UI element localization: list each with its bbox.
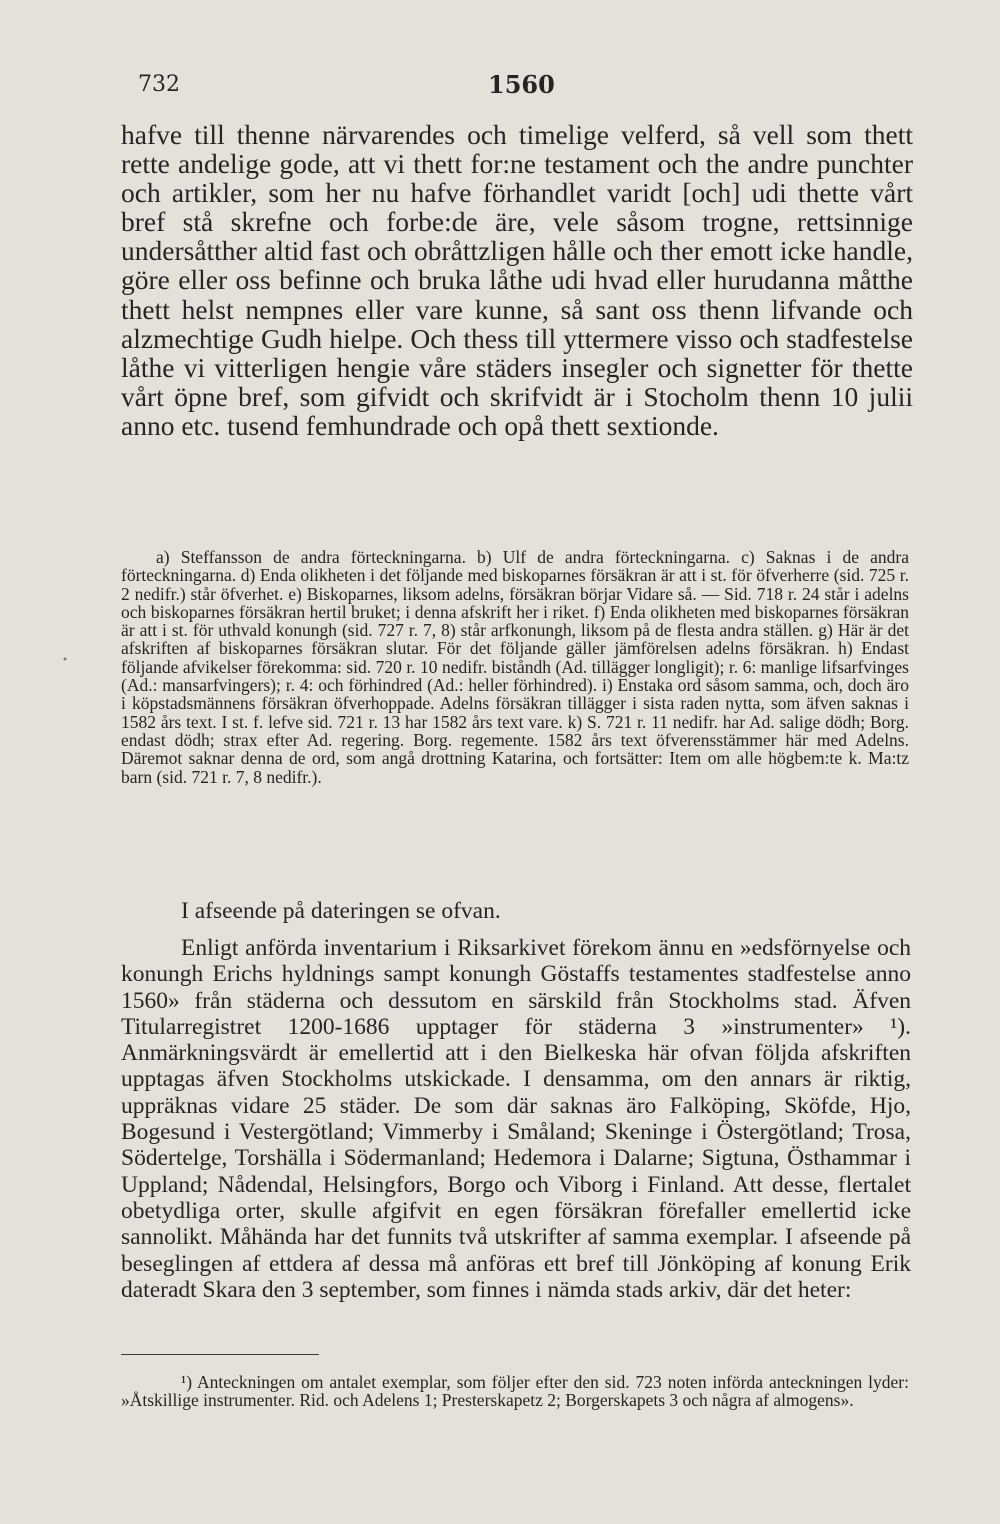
footnote: ¹) Anteckningen om antalet exemplar, som följer efter den sid. 723 noten införda anteckningen lyder: »Åtskillige instrumenter. Rid. och Adelens 1; Presterskapetz 2; Borgerskapets 3 och några af almogens». — [121, 1372, 909, 1411]
margin-dot: • — [62, 655, 68, 666]
page-number: 732 — [138, 72, 180, 97]
document-main-text: hafve till thenne närvarendes och timelige velferd, så vell som thett rette andelige gode, att vi thett for:ne testament och the andre punchter och artikler, som her nu hafve förhandlet varidt [och] udi thette vårt bref stå skrefne och forbe:de äre, vele såsom trogne, rettsinnige undersåtther altid fast och obråttzligen hålle och ther emott icke handle, göre eller oss befinne och bruka låthe udi hvad eller hurudanna måtthe thett helst nempnes eller vare kunne, så sant oss thenn lifvande och alzmechtige Gudh hielpe. Och thess till yttermere visso och stadfestelse låthe vi vitterligen hengie våre städers insegler och signetter för thette vårt öpne bref, som gifvidt och skrifvidt är i Stocholm thenn 10 julii anno etc. tusend femhundrade och opå thett sextionde. — [121, 119, 913, 441]
footnote-rule — [121, 1354, 319, 1355]
textual-notes: a) Steffansson de andra förteckningarna. b) Ulf de andra förteckningarna. c) Saknas i de andra förteckningarna. d) Enda olikheten i det följande med biskoparnes försäkran är att i st. för öfverherre (sid. 725 r. 2 nedifr.) står öfverhet. e) Biskoparnes, liksom adelns, försäkran börjar Vidare så. — Sid. 718 r. 24 står i adelns och biskoparnes försäkran hertil bruket; i denna afskrift her i riket. f) Enda olikheten med biskoparnes försäkran är att i st. för uthvald konungh (sid. 727 r. 7, 8) står arfkonungh, liksom på de flesta andra ställen. g) Här är det afskriften af biskoparnes försäkran slutar. För det följande gäller jämförelsen adelns försäkran. h) Endast följande afvikelser förekomma: sid. 720 r. 10 nedifr. biståndh (Ad. tillägger longligit); r. 6: manlige lifsarfvinges (Ad.: mansarfvingers); r. 4: och förhindred (Ad.: heller förhindred). i) Enstaka ord såsom samma, och, doch äro i köpstadsmännens försäkran öfverhoppade. Adelns försäkran tillägger i sista raden nytta, som äfven saknas i 1582 års text. I st. f. lefve sid. 721 r. 13 har 1582 års text vare. k) S. 721 r. 11 nedifr. har Ad. salige dödh; Borg. endast dödh; strax efter Ad. regering. Borg. regemente. 1582 års text öfverensstämmer här med Adelns. Däremot saknar denna de ord, som angå drottning Katarina, och fortsätter: Item om alle högbem:te k. Ma:tz barn (sid. 721 r. 7, 8 nedifr.). — [121, 547, 909, 787]
commentary-paragraph: Enligt anförda inventarium i Riksarkivet förekom ännu en »edsförnyelse och konungh Erichs hyldnings sampt konungh Göstaffs testamentes stadfestelse anno 1560» från städerna och dessutom en särskild från Stockholms stad. Äfven Titularregistret 1200-1686 upptager för städerna 3 »instrumenter» ¹). Anmärkningsvärdt är emellertid att i den Bielkeska här ofvan följda afskriften upptagas äfven Stockholms utskickade. I densamma, om den annars är riktig, uppräknas vidare 25 städer. De som där saknas äro Falköping, Sköfde, Hjo, Bogesund i Vestergötland; Vimmerby i Småland; Skeninge i Östergötland; Trosa, Södertelge, Torshälla i Södermanland; Hedemora i Dalarne; Sigtuna, Östhammar i Uppland; Nådendal, Helsingfors, Borgo och Viborg i Finland. Att desse, flertalet obetydliga orter, skulle afgifvit en egen försäkran förefaller emellertid icke sannolikt. Måhända har det funnits två utskrifter af samma exemplar. I afseende på beseglingen af ettdera af dessa må anföras ett bref till Jönköping af konung Erik dateradt Skara den 3 september, som finnes i nämda stads arkiv, där det heter: — [121, 935, 911, 1303]
dating-paragraph: I afseende på dateringen se ofvan. — [181, 898, 501, 924]
running-head-year: 1560 — [488, 70, 555, 99]
